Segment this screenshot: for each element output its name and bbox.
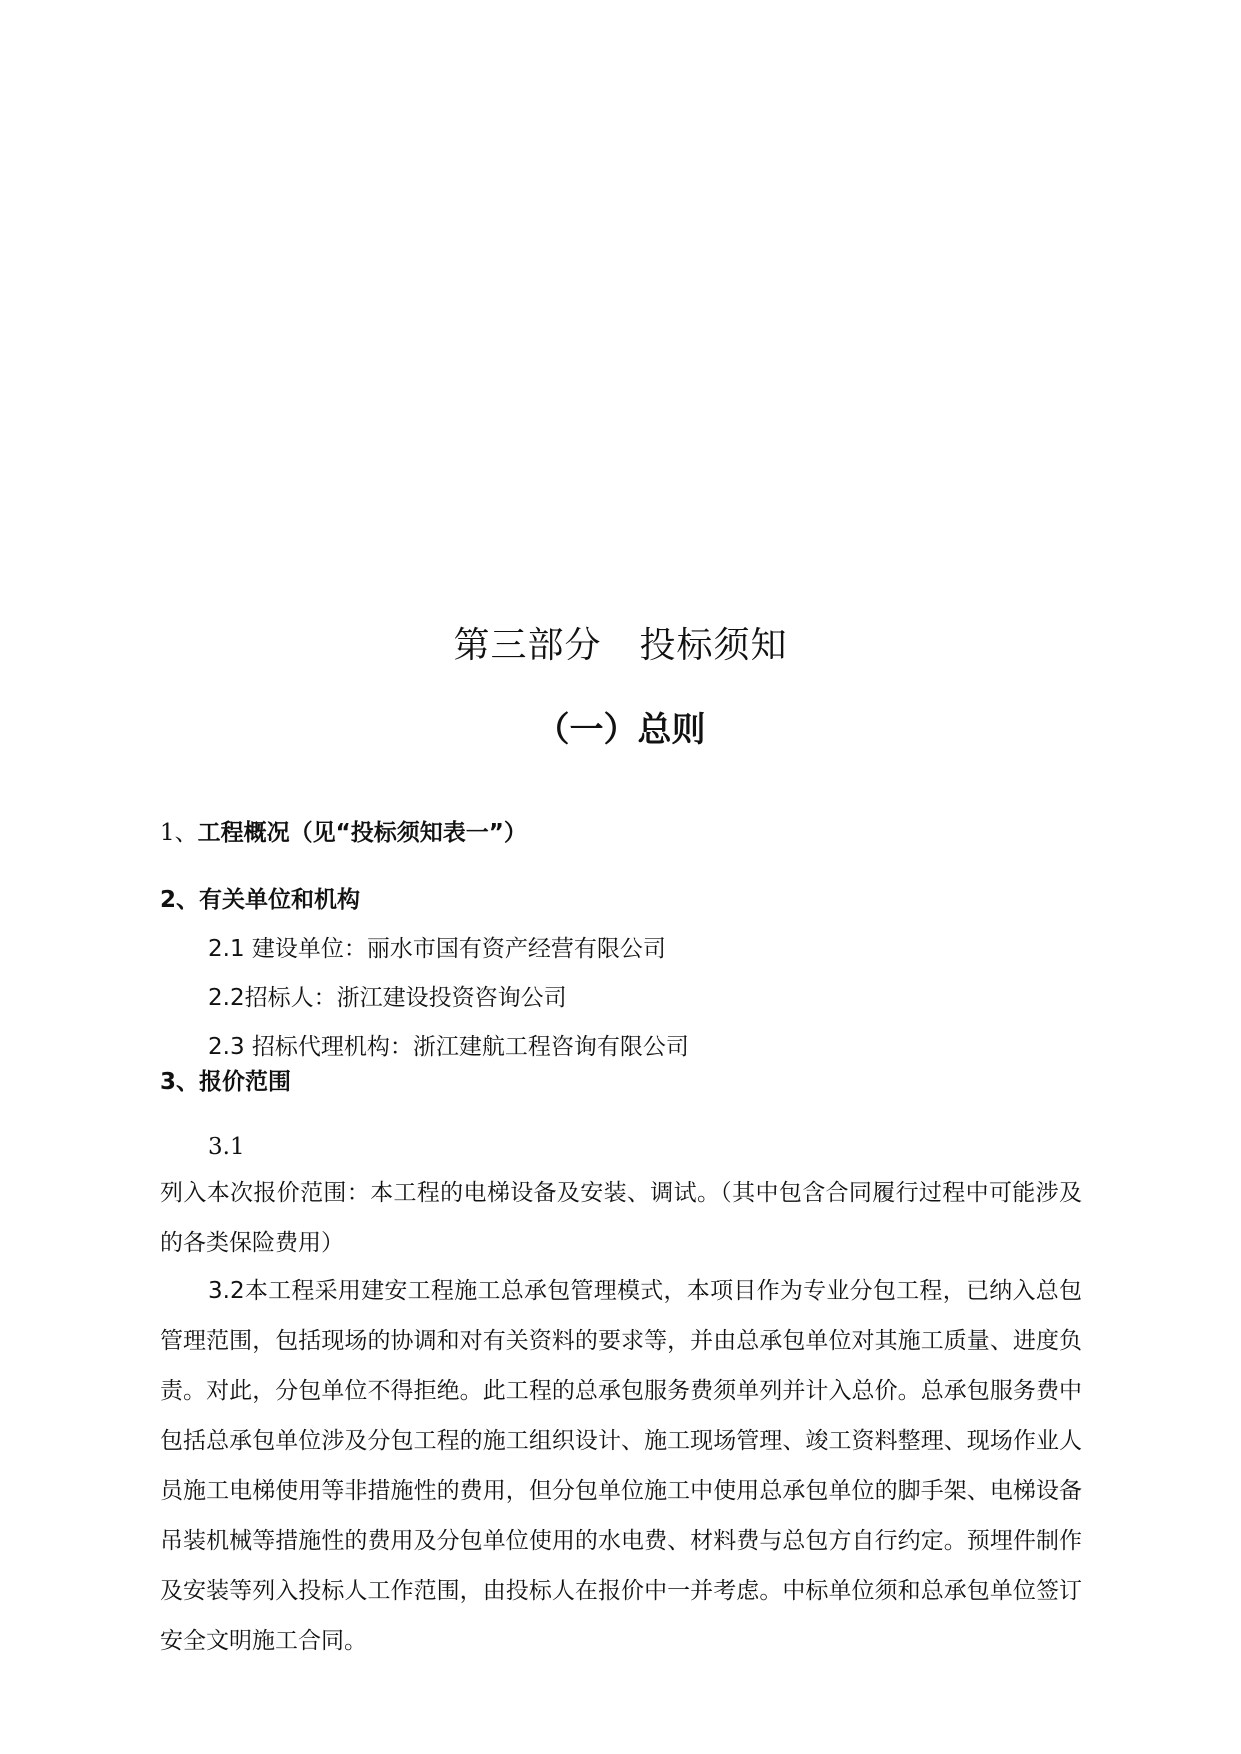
page-title-left: 第三部分	[453, 625, 602, 666]
section-2-heading: 2、有关单位和机构	[160, 887, 361, 913]
section-3-item-1-number: 3.1	[208, 1134, 245, 1160]
page-title-right: 投标须知	[639, 625, 788, 666]
section-2-item-2: 2.2招标人：浙江建设投资咨询公司	[208, 985, 567, 1011]
section-3-heading: 3、报价范围	[160, 1069, 292, 1095]
section-1-heading	[160, 818, 527, 848]
section-3-item-2-text: 3.2本工程采用建安工程施工总承包管理模式，本项目作为专业分包工程，已纳入总包管理范围，包括现场的协调和对有关资料的要求等，并由总承包单位对其施工质量、进度负责。对此，分包单位不得拒绝。此工程的总承包服务费须单列并计入总价。总承包服务费中包括总承包单位涉及分包工程的施工组织设计、施工现场管理、竣工资料整理、现场作业人员施工电梯使用等非措施性的费用，但分包单位施工中使用总承包单位的脚手架、电梯设备吊装机械等措施性的费用及分包单位使用的水电费、材料费与总包方自行约定。预埋件制作及安装等列入投标人工作范围，由投标人在报价中一并考虑。中标单位须和总承包单位签订安全文明施工合同。	[160, 1278, 1082, 1654]
section-2-item-3: 2.3 招标代理机构：浙江建航工程咨询有限公司	[208, 1034, 689, 1060]
section-1-label: 工程概况（见“投标须知表一”）	[197, 820, 527, 846]
section-heading: （一）总则	[535, 710, 706, 750]
page-title	[0, 617, 1241, 668]
section-2-item-1: 2.1 建设单位：丽水市国有资产经营有限公司	[208, 936, 666, 962]
section-3-item-1-text: 列入本次报价范围：本工程的电梯设备及安装、调试。（其中包含合同履行过程中可能涉及的各类保险费用）	[160, 1180, 1082, 1256]
section-1-number: 1、	[160, 820, 198, 846]
